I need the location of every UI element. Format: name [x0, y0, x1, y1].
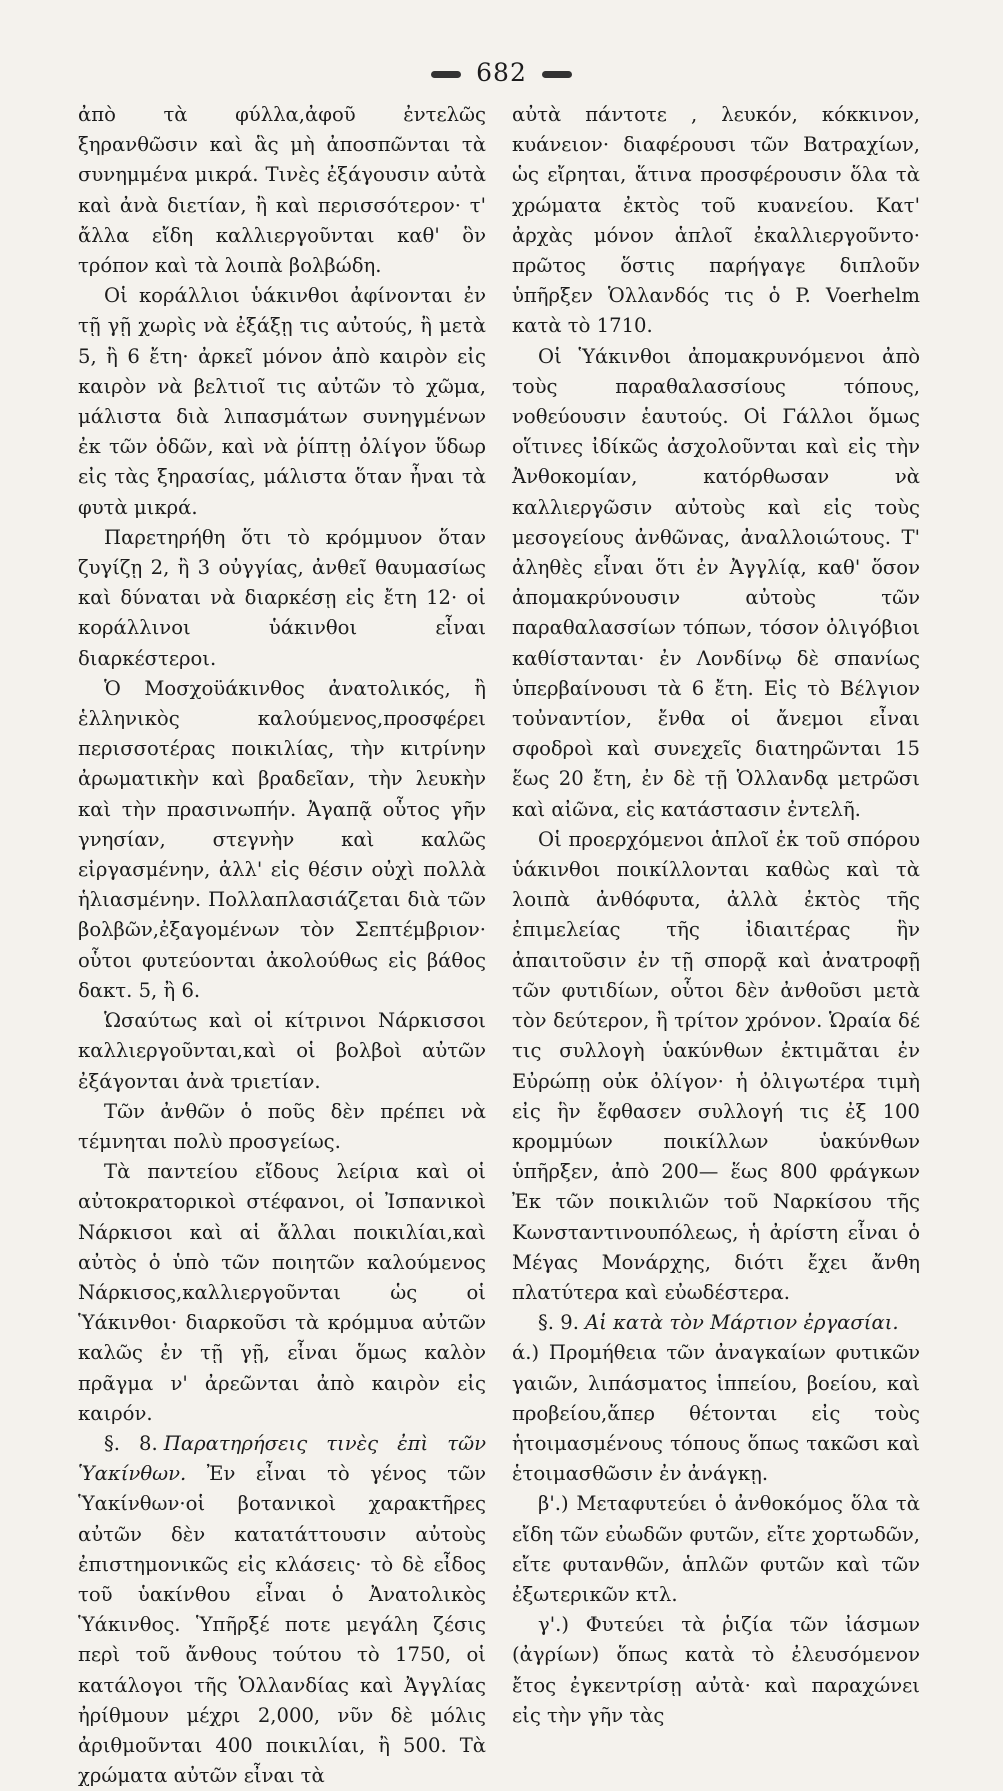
page-header [0, 58, 1003, 87]
section-number: §. 8. [104, 1431, 158, 1455]
paragraph: Ὡσαύτως καὶ οἱ κίτρινοι Νάρκισσοι καλλιεργοῦνται,καὶ οἱ βολβοὶ αὐτῶν ἐξάγονται ἀνὰ τριετίαν. [78, 1009, 486, 1093]
page-number: 682 [476, 58, 527, 87]
paragraph: Ὁ Μοσχοϋάκινθος ἀνατολικός, ἢ ἑλληνικὸς καλούμενος,προσφέρει περισσοτέρας ποικιλίας, τὴν κιτρίνην ἀρωματικὴν καὶ βραδεῖαν, τὴν λευκὴν καὶ τὴν πρασινωπήν. Ἀγαπᾷ οὗτος γῆν γνησίαν, στεγνὴν καὶ καλῶς εἰργασμένην, ἀλλ' εἰς θέσιν οὐχὶ πολλὰ ἡλιασμένην. Πολλαπλασιάζεται διὰ τῶν βολβῶν,ἐξαγομένων τὸν Σεπτέμβριον· οὗτοι φυτεύονται ἀκολούθως εἰς βάθος δακτ. 5, ἢ 6. [78, 676, 486, 1002]
section-number: §. 9. [538, 1311, 579, 1335]
paragraph: Τῶν ἀνθῶν ὁ ποῦς δὲν πρέπει νὰ τέμνηται πολὺ προσγείως. [78, 1099, 486, 1153]
paragraph: Τὰ παντείου εἴδους λείρια καὶ οἱ αὐτοκρατορικοὶ στέφανοι, οἱ Ἰσπανικοὶ Νάρκισοι καὶ αἱ ἄλλαι ποικιλίαι,καὶ αὐτὸς ὁ ὑπὸ τῶν ποιητῶν καλούμενος Νάρκισος,καλλιεργοῦνται ὡς οἱ Ὑάκινθοι· διαρκοῦσι τὰ κρόμμυα αὐτῶν καλῶς ἐν τῇ γῇ, εἶναι ὅμως καλὸν πρᾶγμα ν' ἀρεῶνται ἀπὸ καιρὸν εἰς καιρόν. [78, 1160, 486, 1425]
paragraph: Οἱ προερχόμενοι ἁπλοῖ ἐκ τοῦ σπόρου ὑάκινθοι ποικίλλονται καθὼς καὶ τὰ λοιπὰ ἀνθόφυτα, ἀλλὰ ἐκτὸς τῆς ἐπιμελείας τῆς ἰδιαιτέρας ἣν ἀπαιτοῦσιν ἐν τῇ σπορᾷ καὶ ἀνατροφῇ τῶν φυτιδίων, οὗτοι δὲν ἀνθοῦσι μετὰ τὸν δεύτερον, ἢ τρίτον χρόνον. Ὡραία δέ τις συλλογὴ ὑακύνθων ἐκτιμᾶται ἐν Εὐρώπῃ οὐκ ὀλίγον· ἡ ὀλιγωτέρα τιμὴ εἰς ἣν ἔφθασεν συλλογή τις ἐξ 100 κρομμύων ποικίλλων ὑακύνθων ὑπῆρξεν, ἀπὸ 200— ἕως 800 φράγκων Ἐκ τῶν ποικιλιῶν τοῦ Ναρκίσου τῆς Κωνσταντινουπόλεως, ἡ ἀρίστη εἶναι ὁ Μέγας Μονάρχης, διότι ἔχει ἄνθη πλατύτερα καὶ εὐωδέστερα. [512, 827, 920, 1304]
left-ornament-icon [431, 71, 461, 78]
paragraph: Οἱ κοράλλιοι ὑάκινθοι ἀφίνονται ἐν τῇ γῇ χωρὶς νὰ ἐξάξῃ τις αὐτούς, ἢ μετὰ 5, ἢ 6 ἔτη· ἀρκεῖ μόνον ἀπὸ καιρὸν εἰς καιρὸν νὰ βελτιοῖ τις αὐτῶν τὸ χῶμα, μάλιστα διὰ λιπασμάτων συνηγμένων ἐκ τῶν ὁδῶν, καὶ νὰ ῥίπτῃ ὀλίγον ὕδωρ εἰς τὰς ξηρασίας, μάλιστα ὅταν ἦναι τὰ φυτὰ μικρά. [78, 284, 486, 519]
section-title: Παρατηρήσεις τινὲς ἐπὶ τῶν Ὑακίνθων. [78, 1431, 486, 1486]
section-title: Αἱ κατὰ τὸν Μάρτιον ἐργασίαι. [584, 1311, 899, 1335]
right-column [512, 100, 920, 1731]
section-8 [78, 1429, 486, 1791]
left-column [78, 100, 486, 1791]
section-9-heading [512, 1308, 920, 1338]
paragraph: Οἱ Ὑάκινθοι ἀπομακρυνόμενοι ἀπὸ τοὺς παραθαλασσίους τόπους, νοθεύουσιν ἑαυτούς. Οἱ Γάλλοι ὅμως οἵτινες ἰδίκῶς ἀσχολοῦνται καὶ εἰς τὴν Ἀνθοκομίαν, κατόρθωσαν νὰ καλλιεργῶσιν αὐτοὺς καὶ εἰς τοὺς μεσογείους ἀνθῶνας, ἀναλλοιώτους. Τ' ἀληθὲς εἶναι ὅτι ἐν Ἀγγλίᾳ, καθ' ὅσον ἀπομακρύνουσιν αὐτοὺς τῶν παραθαλασσίων τόπων, τόσον ὀλιγόβιοι καθίστανται· ἐν Λονδίνῳ δὲ σπανίως ὑπερβαίνουσι τὰ 6 ἔτη. Εἰς τὸ Βέλγιον τοὐναντίον, ἔνθα οἱ ἄνεμοι εἶναι σφοδροὶ καὶ συνεχεῖς διατηρῶνται 15 ἕως 20 ἔτη, ἐν δὲ τῇ Ὁλλανδᾳ μετρῶσι καὶ αἰῶνα, εἰς κατάστασιν ἐντελῆ. [512, 344, 920, 821]
list-item: ά.) Προμήθεια τῶν ἀναγκαίων φυτικῶν γαιῶν, λιπάσματος ἱππείου, βοείου, καὶ προβείου,ἅπερ θέτονται εἰς τοὺς ἡτοιμασμένους τόπους ὅπως τακῶσι καὶ ἑτοιμασθῶσιν ἐν ἀνάγκῃ. [512, 1341, 920, 1486]
list-item: γ'.) Φυτεύει τὰ ῥιζία τῶν ἰάσμων (ἀγρίων) ὅπως κατὰ τὸ ἐλευσόμενον ἔτος ἐγκεντρίσῃ αὐτὰ· καὶ παραχώνει εἰς τὴν γῆν τὰς [512, 1613, 920, 1727]
paragraph: ἀπὸ τὰ φύλλα,ἀφοῦ ἐντελῶς ξηρανθῶσιν καὶ ἃς μὴ ἀποσπῶνται τὰ συνημμένα μικρά. Τινὲς ἐξάγουσιν αὐτὰ καὶ ἀνὰ διετίαν, ἢ καὶ περισσότερον· τ' ἄλλα εἴδη καλλιεργοῦνται καθ' ὃν τρόπον καὶ τὰ λοιπὰ βολβώδη. [78, 103, 486, 278]
paragraph: Παρετηρήθη ὅτι τὸ κρόμμυον ὅταν ζυγίζῃ 2, ἢ 3 οὐγγίας, ἀνθεῖ θαυμασίως καὶ δύναται νὰ διαρκέσῃ εἰς ἔτη 12· οἱ κοράλλινοι ὑάκινθοι εἶναι διαρκέστεροι. [78, 525, 486, 670]
right-ornament-icon [542, 71, 572, 78]
list-item: β'.) Μεταφυτεύει ὁ ἀνθοκόμος ὅλα τὰ εἴδη τῶν εὐωδῶν φυτῶν, εἴτε χορτωδῶν, εἴτε φυτανθῶν, ἁπλῶν φυτῶν καὶ τῶν ἐξωτερικῶν κτλ. [512, 1492, 920, 1606]
paragraph: αὐτὰ πάντοτε , λευκόν, κόκκινον, κυάνειον· διαφέρουσι τῶν Βατραχίων, ὡς εἴρηται, ἅτινα προσφέρουσιν ὅλα τὰ χρώματα ἐκτὸς τοῦ κυανείου. Κατ' ἀρχὰς μόνον ἁπλοῖ ἐκαλλιεργοῦντο· πρῶτος ὅστις παρήγαγε διπλοῦν ὑπῆρξεν Ὁλλανδός τις ὁ P. Voerhelm κατὰ τὸ 1710. [512, 103, 920, 338]
section-text: Ἐν εἶναι τὸ γένος τῶν Ὑακίνθων·οἱ βοτανικοὶ χαρακτῆρες αὐτῶν δὲν κατατάττουσιν αὐτοὺς ἐπιστημονικῶς εἰς κλάσεις· τὸ δὲ εἶδος τοῦ ὑακίνθου εἶναι ὁ Ἀνατολικὸς Ὑάκινθος. Ὑπῆρξέ ποτε μεγάλη ζέσις περὶ τοῦ ἄνθους τούτου τὸ 1750, οἱ κατάλογοι τῆς Ὁλλανδίας καὶ Ἀγγλίας ἠρίθμουν μέχρι 2,000, νῦν δὲ μόλις ἀριθμοῦνται 400 ποικιλίαι, ἢ 500. Τὰ χρώματα αὐτῶν εἶναι τὰ [78, 1462, 486, 1788]
